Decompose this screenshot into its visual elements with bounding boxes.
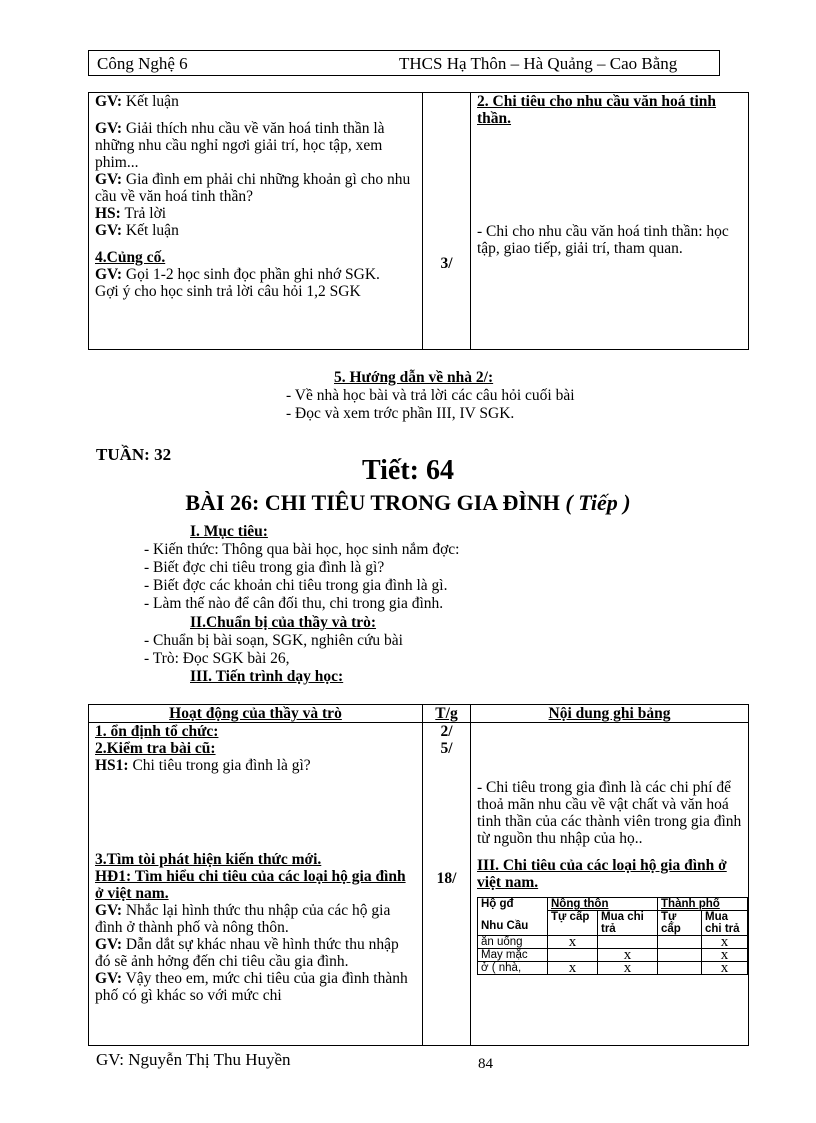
table-row bbox=[478, 949, 748, 962]
sub-header: Tự cấp bbox=[658, 911, 702, 936]
mark: x bbox=[598, 949, 658, 962]
time-cell bbox=[423, 723, 471, 1046]
page-header bbox=[88, 50, 720, 76]
mark: x bbox=[702, 936, 748, 949]
header-school: THCS Hạ Thôn – Hà Quảng – Cao Bằng bbox=[399, 54, 678, 73]
need-label: ăn uống bbox=[478, 936, 548, 949]
column-header: Hoạt động của thầy và trò bbox=[89, 705, 423, 723]
household-spending-table bbox=[477, 897, 748, 975]
content-heading: 2. Chi tiêu cho nhu cầu văn hoá tinh thần. bbox=[477, 93, 717, 127]
homework-heading: 5. Hướng dẫn về nhà 2/: bbox=[334, 369, 494, 386]
activity-line: GV: Nhắc lại hình thức thu nhập của các hộ gia đình ở thành phố và nông thôn. bbox=[95, 902, 391, 936]
sub-header: Tự cấp bbox=[548, 911, 598, 936]
time-value: 18/ bbox=[436, 870, 457, 887]
period-title: Tiết: 64 bbox=[361, 455, 455, 486]
homework-line: - Về nhà học bài và trả lời các câu hỏi cuối bài bbox=[286, 387, 575, 404]
teacher-activity-cell bbox=[89, 93, 423, 350]
group-header-rural: Nông thôn bbox=[548, 898, 658, 911]
week-label: TUẦN: 32 bbox=[96, 445, 172, 464]
column-header: T/g bbox=[423, 705, 471, 723]
need-label: ở ( nhà, bbox=[478, 962, 548, 975]
objective-line: - Biết đợc các khoản chi tiêu trong gia đình là gì. bbox=[144, 577, 448, 594]
lesson-title: BÀI 26: CHI TIÊU TRONG GIA ĐÌNH ( Tiếp ) bbox=[185, 490, 631, 515]
activity-line: GV: Kết luận bbox=[95, 93, 179, 110]
time-value: 2/ bbox=[440, 723, 453, 740]
activity-line: Gợi ý cho học sinh trả lời câu hỏi 1,2 SGK bbox=[95, 283, 361, 300]
process-heading: III. Tiến trình dạy học: bbox=[190, 668, 344, 685]
time-value: 5/ bbox=[440, 740, 453, 757]
footer-teacher: GV: Nguyễn Thị Thu Huyền bbox=[96, 1050, 291, 1069]
page-number: 84 bbox=[478, 1056, 493, 1072]
content-cell bbox=[471, 723, 749, 1046]
section-heading: 3.Tìm tòi phát hiện kiến thức mới. bbox=[95, 851, 322, 868]
mark: x bbox=[702, 949, 748, 962]
activity-line: GV: Dẫn dắt sự khác nhau về hình thức thu nhập đó sẽ ảnh hởng đến chi tiêu cầu gia đình. bbox=[95, 936, 399, 970]
teacher-activity-cell bbox=[89, 723, 423, 1046]
section-heading: HĐ1: Tìm hiểu chi tiêu của các loại hộ gia đình ở việt nam. bbox=[95, 868, 406, 902]
mark: x bbox=[548, 936, 598, 949]
mark: x bbox=[548, 962, 598, 975]
mark bbox=[658, 962, 702, 975]
need-label: May mặc bbox=[478, 949, 548, 962]
activity-line: HS1: Chi tiêu trong gia đình là gì? bbox=[95, 757, 311, 774]
mark bbox=[658, 936, 702, 949]
activity-line: GV: Gọi 1-2 học sinh đọc phần ghi nhớ SGK. bbox=[95, 266, 380, 283]
corner-header: Hộ gđ Nhu Cầu bbox=[478, 898, 548, 936]
sub-header: Mua chi trả bbox=[702, 911, 748, 936]
activity-line: GV: Vậy theo em, mức chi tiêu của gia đình thành phố có gì khác so với mức chi bbox=[95, 970, 408, 1004]
activity-line: GV: Kết luận bbox=[95, 222, 179, 239]
preparation-line: - Trò: Đọc SGK bài 26, bbox=[144, 650, 290, 667]
table-row bbox=[478, 936, 748, 949]
objective-line: - Kiến thức: Thông qua bài học, học sinh nắm đợc: bbox=[144, 541, 460, 558]
header-subject: Công Nghệ 6 bbox=[97, 54, 188, 73]
homework-line: - Đọc và xem trớc phần III, IV SGK. bbox=[286, 405, 515, 422]
time-value: 3/ bbox=[440, 255, 453, 272]
objective-line: - Biết đợc chi tiêu trong gia đình là gì? bbox=[144, 559, 385, 576]
content-heading: III. Chi tiêu của các loại hộ gia đình ở việt nam. bbox=[477, 857, 727, 891]
activity-line: GV: Giải thích nhu cầu về văn hoá tinh thần là những nhu cầu nghỉ ngơi giải trí, học tập, xem phim... bbox=[95, 120, 385, 171]
content-cell bbox=[471, 93, 749, 350]
lesson-process-table bbox=[88, 704, 749, 1046]
mark bbox=[658, 949, 702, 962]
mark: x bbox=[598, 962, 658, 975]
activity-line: GV: Gia đình em phải chi những khoản gì cho nhu cầu về văn hoá tinh thần? bbox=[95, 171, 411, 205]
content-text: - Chi cho nhu cầu văn hoá tinh thần: học tập, giao tiếp, giải trí, tham quan. bbox=[477, 223, 729, 257]
column-header: Nội dung ghi bảng bbox=[471, 705, 749, 723]
answer-text: - Chi tiêu trong gia đình là các chi phí để thoả mãn nhu cầu về vật chất và văn hoá tinh thần của các thành viên trong gia đình từ nguồn thu nhập của họ.. bbox=[477, 779, 742, 847]
section-heading: 1. ổn định tổ chức: bbox=[95, 723, 219, 740]
section-heading: 4.Củng cố. bbox=[95, 249, 166, 266]
activity-table-continued bbox=[88, 92, 749, 350]
section-heading: 2.Kiểm tra bài cũ: bbox=[95, 740, 216, 757]
mark: x bbox=[702, 962, 748, 975]
group-header-urban: Thành phố bbox=[658, 898, 748, 911]
preparation-heading: II.Chuẩn bị của thầy và trò: bbox=[190, 614, 377, 631]
activity-line: HS: Trả lời bbox=[95, 205, 167, 222]
objective-line: - Làm thế nào để cân đối thu, chi trong gia đình. bbox=[144, 595, 444, 612]
sub-header: Mua chi trả bbox=[598, 911, 658, 936]
preparation-line: - Chuẩn bị bài soạn, SGK, nghiên cứu bài bbox=[144, 632, 403, 649]
table-row bbox=[478, 962, 748, 975]
time-cell bbox=[423, 93, 471, 350]
objectives-heading: I. Mục tiêu: bbox=[190, 523, 268, 540]
